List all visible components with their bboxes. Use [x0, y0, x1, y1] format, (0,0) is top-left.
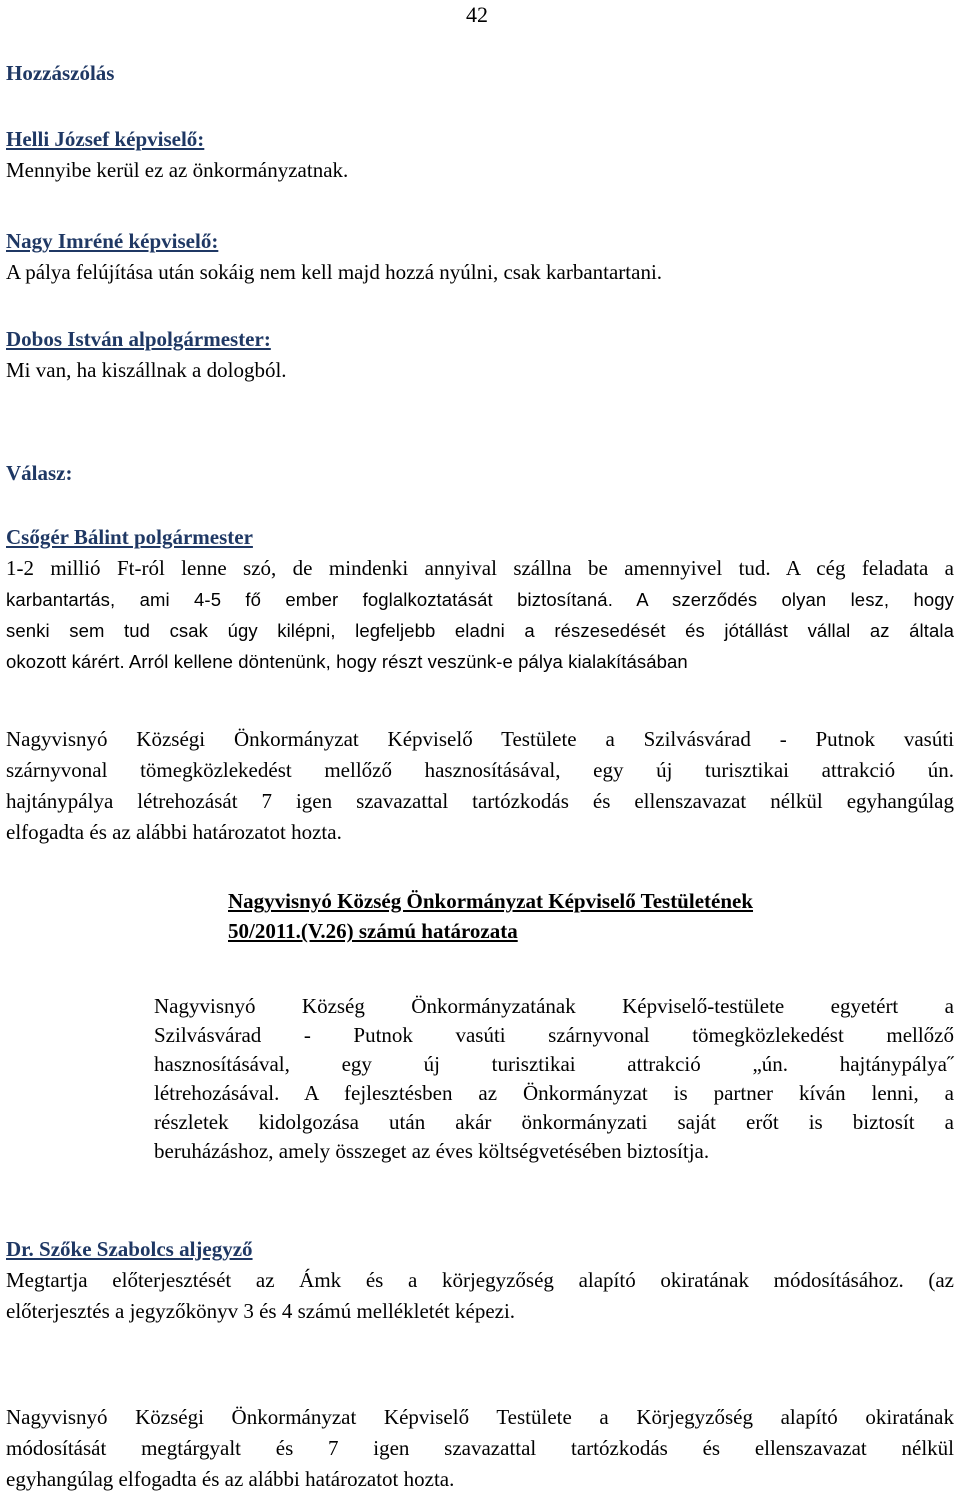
resolution-body — [154, 992, 954, 1166]
resolution-line: hasznosításával, egy új turisztikai attrakció „ún. hajtánypálya˝ — [154, 1052, 954, 1076]
vote-line: elfogadta és az alábbi határozatot hozta. — [6, 820, 342, 844]
page-number: 42 — [466, 2, 488, 27]
resolution-number: 50/2011.(V.26) számú határozata — [228, 919, 518, 943]
vote-2 — [6, 1402, 954, 1495]
vote-line: hajtánypálya létrehozását 7 igen szavazattal tartózkodás és ellenszavazat nélkül egyhangúlag — [6, 789, 954, 813]
vote-line: szárnyvonal tömegközlekedést mellőző hasznosításával, egy új turisztikai attrakció ún. — [6, 758, 954, 782]
answer-label: Válasz: — [6, 461, 73, 485]
vote-line: Nagyvisnyó Községi Önkormányzat Képviselő Testülete a Szilvásvárad - Putnok vasúti — [6, 727, 954, 751]
answer-line: senki sem tud csak úgy kilépni, legfeljebb eladni a részesedését és jótállást vállal az általa — [6, 620, 954, 641]
vote-line: módosítását megtárgyalt és 7 igen szavazattal tartózkodás és ellenszavazat nélkül — [6, 1436, 954, 1460]
vote-line: Nagyvisnyó Községi Önkormányzat Képviselő Testülete a Körjegyzőség alapító okiratának — [6, 1405, 954, 1429]
answer-line: karbantartás, ami 4-5 fő ember foglalkoztatását biztosítaná. A szerződés olyan lesz, hogy — [6, 589, 954, 610]
speaker-helli: Helli József képviselő: — [6, 127, 205, 151]
comment-text: Mennyibe kerül ez az önkormányzatnak. — [6, 158, 349, 182]
section-title: Hozzászólás — [6, 61, 115, 85]
answer-block — [6, 522, 954, 677]
resolution-line: Szilvásvárad - Putnok vasúti szárnyvonal tömegközlekedést mellőző — [154, 1023, 954, 1047]
comment-1 — [6, 124, 954, 186]
speaker-nagy: Nagy Imréné képviselő: — [6, 229, 219, 253]
resolution-line: létrehozásával. A fejlesztésben az Önkormányzat is partner kíván lenni, a — [154, 1081, 954, 1105]
notary-line: előterjesztés a jegyzőkönyv 3 és 4 számú mellékletét képezi. — [6, 1299, 516, 1323]
resolution-line: Nagyvisnyó Község Önkormányzatának Képviselő-testülete egyetért a — [154, 994, 954, 1018]
answer-line: 1-2 millió Ft-ról lenne szó, de mindenki annyival szállna be amennyivel tud. A cég feladata a — [6, 556, 954, 580]
resolution-line: részletek kidolgozása után akár önkormányzati saját erőt is biztosít a — [154, 1110, 954, 1134]
vote-1 — [6, 724, 954, 848]
comment-2 — [6, 226, 954, 288]
notary-block — [6, 1234, 954, 1327]
speaker-szoke: Dr. Szőke Szabolcs aljegyző — [6, 1237, 253, 1261]
answer-line: okozott kárért. Arról kellene döntenünk, hogy részt veszünk-e pálya kialakításában — [6, 651, 688, 672]
resolution-line: beruházáshoz, amely összeget az éves költségvetésében biztosítja. — [154, 1139, 710, 1163]
comment-text: A pálya felújítása után sokáig nem kell majd hozzá nyúlni, csak karbantartani. — [6, 260, 663, 284]
resolution-title — [228, 886, 928, 946]
vote-line: egyhangúlag elfogadta és az alábbi határozatot hozta. — [6, 1467, 455, 1491]
resolution-title-line: Nagyvisnyó Község Önkormányzat Képviselő Testületének — [228, 889, 754, 913]
speaker-dobos: Dobos István alpolgármester: — [6, 327, 271, 351]
comment-3 — [6, 324, 954, 386]
comment-text: Mi van, ha kiszállnak a dologból. — [6, 358, 287, 382]
notary-line: Megtartja előterjesztését az Ámk és a körjegyzőség alapító okiratának módosításához. (az — [6, 1268, 954, 1292]
speaker-csoger: Csőgér Bálint polgármester — [6, 525, 253, 549]
